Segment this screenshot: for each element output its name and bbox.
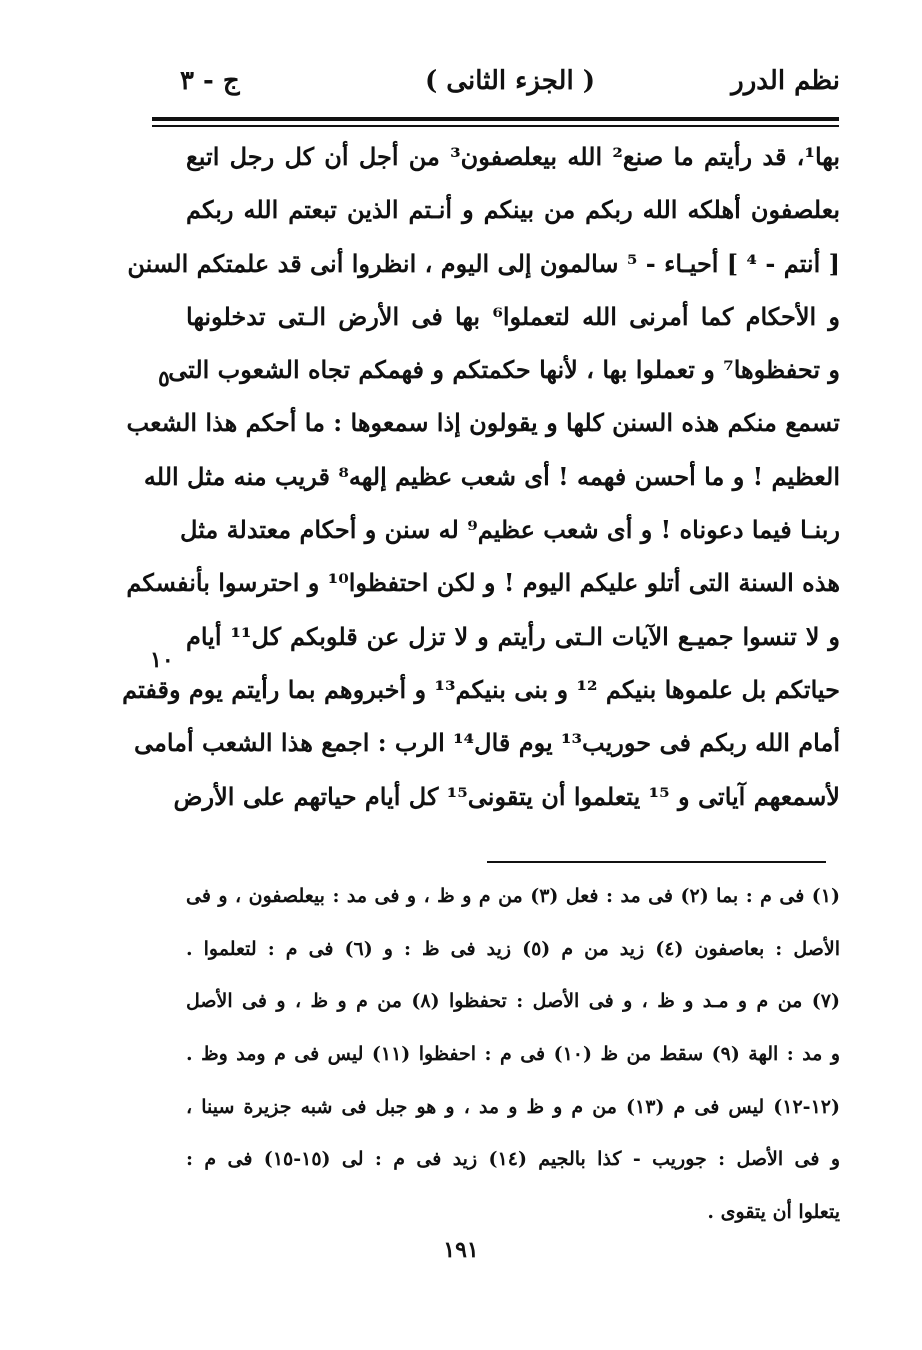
text-line: هذه السنة التی أتلو عليكم اليوم ! و لكن احتفظوا¹⁰ و احترسوا بأنفسكم xyxy=(126,568,840,598)
text-line: تسمع منكم هذه السنن كلها و يقولون إذا سمعوها : ما أحكم هذا الشعب xyxy=(126,408,840,438)
text-line: ربنـا فيما دعوناه ! و أی شعب عظيم⁹ له سنن و أحكام معتدلة مثل xyxy=(180,515,840,545)
text-line: بها¹، قد رأيتم ما صنع² الله بيعلصفون³ من أجل أن كل رجل اتبع xyxy=(186,142,841,171)
footnote-line: (١) فی م : بما (٢) فی مد : فعل (٣) من م و ظ ، و فی مد : بيعلصفون ، و فی xyxy=(186,885,841,907)
header-rule-thick xyxy=(152,117,839,121)
text-line: حياتكم بل علموها بنيكم ¹² و بنی بنيكم¹³ و أخبروهم بما رأيتم يوم وقفتم xyxy=(122,674,840,704)
footnote-line: (١٢-١٢) ليس فی م (١٣) من م و ظ و مد ، و هو جبل فی شبه جزيرة سينا ، xyxy=(186,1095,840,1118)
volume-label: ( الجزء الثانی ) xyxy=(424,66,596,96)
text-line: أمام الله ربكم فی حوريب¹³ يوم قال¹⁴ الرب : اجمع هذا الشعب أمامی xyxy=(133,728,840,758)
header-rule-thin xyxy=(152,125,839,127)
running-title: نظم الدرر xyxy=(731,66,840,96)
text-line: لأسمعهم آياتی و ¹⁵ يتعلموا أن يتقونی¹⁵ كل أيام حياتهم علی الأرض xyxy=(173,781,840,811)
line-number-marker-5: ٥ xyxy=(158,366,170,392)
text-line: العظيم ! و ما أحسن فهمه ! أی شعب عظيم إلهه⁸ قريب منه مثل الله xyxy=(143,461,840,491)
text-line: بعلصفون أهلكه الله ربكم من بينكم و أنـتم الذين تبعتم الله ربكم xyxy=(186,195,840,225)
page-number: ١٩١ xyxy=(443,1237,479,1263)
part-label: ج - ٣ xyxy=(180,66,240,96)
footnotes xyxy=(186,870,840,1239)
footnote-separator xyxy=(487,861,826,863)
text-line: و الأحكام كما أمرنی الله لتعملوا⁶ بها فی الأرض الـتی تدخلونها xyxy=(186,301,841,331)
footnote-line: (٧) من م و مـد و ظ ، و فی الأصل : تحفظوا (٨) من م و ظ ، و فی الأصل xyxy=(186,990,840,1013)
page-header xyxy=(180,62,840,108)
text-line: و لا تنسوا جميـع الآيات الـتی رأيتم و لا تزل عن قلوبكم كل¹¹ أيام xyxy=(186,621,840,651)
line-number-marker-10: ١٠ xyxy=(150,647,174,673)
footnote-line: يتعلوا أن يتقوی . xyxy=(707,1201,840,1224)
footnote-line: الأصل : بعاصفون (٤) زيد من م (٥) زيد فی ظ : و (٦) فی م : لتعلموا . xyxy=(186,937,840,960)
footnote-line: و فی الأصل : جوريب - كذا بالجيم (١٤) زيد فی م : لی (١٥-١٥) فی م : xyxy=(186,1148,841,1171)
footnote-line: و مد : الهة (٩) سقط من ظ (١٠) فی م : احفظوا (١١) ليس فی م ومد وظ . xyxy=(186,1043,840,1066)
text-line: [ أنتم - ⁴ ] أحيـاء - ⁵ سالمون إلى اليوم ، انظروا أنی قد علمتكم السنن xyxy=(127,248,840,278)
text-line: و تحفظوها⁷ و تعملوا بها ، لأنها حكمتكم و فهمكم تجاه الشعوب التی xyxy=(168,355,840,385)
